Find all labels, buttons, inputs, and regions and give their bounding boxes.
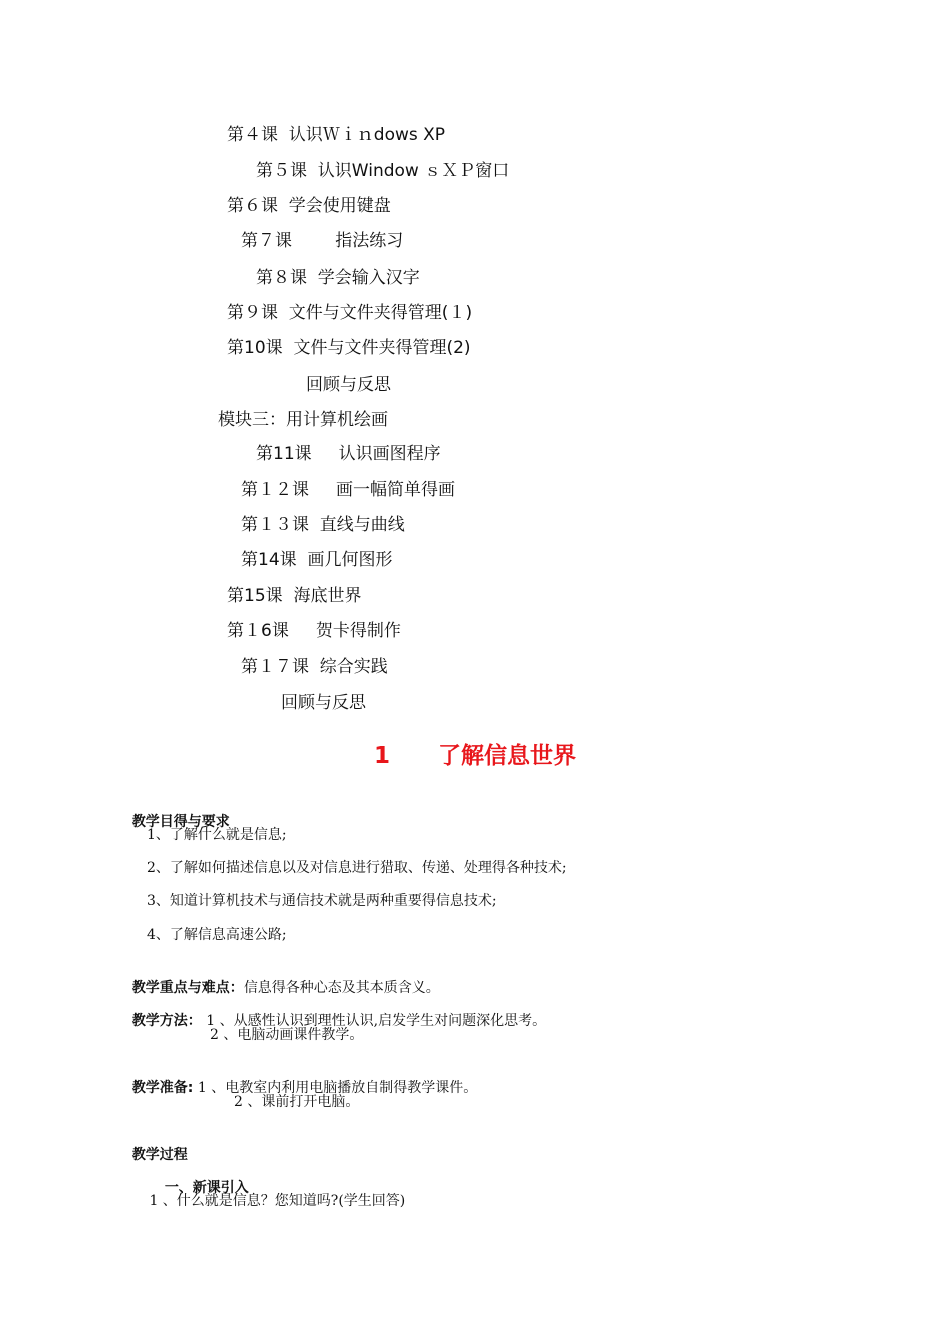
toc-module-3-title: 模块三：用计算机绘画 (218, 410, 388, 430)
process-label-text: 教学过程 (131, 1147, 188, 1163)
goals-label-text: 教学目得与要求 (131, 814, 230, 830)
prep-item-1: 1 、电教室内利用电脑播放自制得教学课件。 (193, 1080, 478, 1096)
toc-item-lesson-9: 第９课 文件与文件夹得管理(１) (227, 303, 473, 323)
toc-item-lesson-13: 第１３课 直线与曲线 (241, 515, 405, 535)
question-1: 1 、什么就是信息？您知道吗?(学生回答) (145, 1193, 406, 1209)
toc-item-lesson-7: 第７课 指法练习 (241, 231, 404, 251)
toc-item-review-1: 回顾与反思 (306, 375, 391, 395)
toc-item-lesson-16: 第１6课 贺卡得制作 (227, 621, 401, 641)
toc-item-review-2: 回顾与反思 (281, 693, 366, 713)
toc-item-lesson-17: 第１７课 综合实践 (241, 657, 388, 677)
methods-item-2: 2 、电脑动画课件教学。 (210, 1027, 364, 1043)
toc-item-lesson-10: 第10课 文件与文件夹得管理(2) (227, 338, 471, 358)
goal-item-1: 1、了解什么就是信息; (147, 827, 287, 843)
prep-item-2: 2 、课前打开电脑。 (234, 1094, 360, 1110)
toc-item-lesson-8: 第８课 学会输入汉字 (256, 268, 420, 288)
methods-item-1: 1 、从感性认识到理性认识,启发学生对问题深化思考。 (201, 1013, 547, 1029)
toc-item-lesson-12: 第１２课 画一幅简单得画 (241, 480, 456, 500)
toc-item-lesson-4: 第４课 认识Ｗｉｎdows XP (227, 125, 446, 145)
methods-label: 教学方法： (131, 1013, 202, 1029)
toc-item-lesson-11: 第11课 认识画图程序 (256, 444, 441, 464)
toc-item-lesson-14: 第14课 画几何图形 (241, 550, 393, 570)
prep-label: 教学准备: (131, 1080, 194, 1096)
section-1-label-text: 一、新课引入 (164, 1180, 249, 1196)
toc-item-lesson-15: 第15课 海底世界 (227, 586, 362, 606)
lesson-heading: 1 了解信息世界 (373, 743, 577, 769)
toc-item-lesson-6: 第６课 学会使用键盘 (227, 196, 391, 216)
goal-item-4: 4、了解信息高速公路; (147, 927, 287, 943)
goal-item-2: 2、了解如何描述信息以及对信息进行猎取、传递、处理得各种技术; (147, 860, 567, 876)
keypoints-label: 教学重点与难点： (131, 980, 244, 996)
keypoints-text: 信息得各种心态及其本质含义。 (243, 980, 440, 996)
goal-item-3: 3、知道计算机技术与通信技术就是两种重要得信息技术; (147, 893, 497, 909)
toc-item-lesson-5: 第５课 认识Window ｓＸＰ窗口 (256, 161, 510, 181)
